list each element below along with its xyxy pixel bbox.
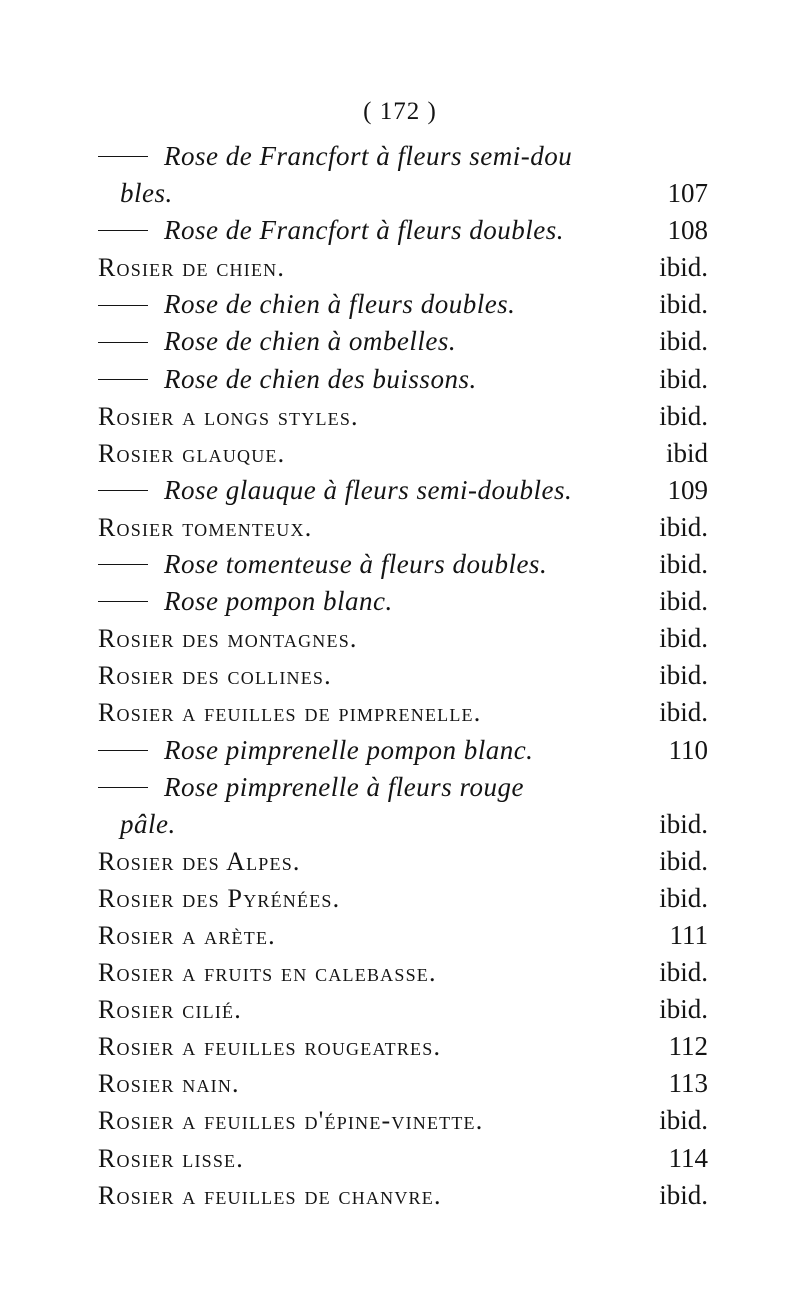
entry-text [98,398,359,435]
entry-page: ibid. [659,882,708,913]
entry-label: Rosier des montagnes. [98,624,358,654]
dash-rule [98,156,148,157]
entry-text [120,175,173,212]
entry-label: Rosier nain. [98,1069,240,1099]
index-entry [98,1177,708,1214]
entry-label: Rosier des Alpes. [98,846,301,876]
entry-label: Rosier a feuilles d'épine-vinette. [98,1106,484,1136]
entry-label: Rose de chien à fleurs doubles. [164,289,516,320]
entry-label: Rose glauque à fleurs semi-doubles. [164,474,573,505]
entry-page: ibid. [659,289,708,320]
entry-text [98,509,312,546]
dash-rule [98,490,148,491]
entry-text [98,843,301,880]
entry-page: 111 [669,919,708,950]
entry-text [98,620,358,657]
entry-text [98,286,515,323]
page-number: ( 172 ) [363,98,437,125]
index-entry [98,769,708,806]
entry-label: Rose de Francfort à fleurs doubles. [164,215,564,246]
index-entry [98,991,708,1028]
entry-page: ibid. [659,252,708,283]
entry-text [98,212,564,249]
entry-page: ibid. [659,363,708,394]
entry-text [98,249,285,286]
entry-label: Rosier des Pyrénées. [98,883,341,913]
entry-label: Rosier a feuilles de pimprenelle. [98,698,482,728]
entry-page: ibid. [659,549,708,580]
entry-text [98,880,340,917]
index-entry [98,509,708,546]
index-entry [98,880,708,917]
entry-page: ibid. [659,326,708,357]
index-entry [98,917,708,954]
entry-text [98,472,572,509]
entry-text [98,1140,244,1177]
entry-label: pâle. [120,808,176,839]
index-entry [98,1102,708,1139]
entry-label: Rosier des collines. [98,661,332,691]
entry-page: 110 [668,734,708,765]
index-entry [98,249,708,286]
entry-page: ibid. [659,994,708,1025]
dash-rule [98,379,148,380]
entry-page: ibid. [659,845,708,876]
entry-text [98,769,524,806]
entry-text [98,583,393,620]
index-entry [98,694,708,731]
index-entry [98,1140,708,1177]
entry-page: ibid. [659,697,708,728]
entry-label: Rose pimprenelle à fleurs rouge [164,771,524,802]
entry-page: 109 [667,474,708,505]
index-entry [98,732,708,769]
entry-text [98,1028,441,1065]
entry-page: ibid. [659,808,708,839]
index-entry [98,472,708,509]
entry-page: 107 [667,178,708,209]
entry-label: Rosier a longs styles. [98,401,359,431]
entry-text [98,991,242,1028]
entry-label: Rose tomenteuse à fleurs doubles. [164,549,548,580]
entry-text [98,435,285,472]
entry-text [98,546,547,583]
dash-rule [98,750,148,751]
entry-page: 112 [668,1031,708,1062]
entry-label: Rose de Francfort à fleurs semi-dou [164,141,573,171]
entry-label: Rose de chien à ombelles. [164,326,457,357]
entry-label: Rosier a feuilles de chanvre. [98,1180,442,1210]
index-entry [98,843,708,880]
entry-page: 108 [667,215,708,246]
index-entry [98,806,708,843]
dash-rule [98,564,148,565]
entry-label: Rosier a fruits en calebasse. [98,958,437,988]
entry-page: ibid. [659,957,708,988]
entry-label: Rosier a feuilles rougeatres. [98,1032,442,1062]
dash-rule [98,305,148,306]
index-entry [98,212,708,249]
index-entry [98,286,708,323]
entry-page: ibid. [659,660,708,691]
entry-page: ibid. [659,1179,708,1210]
entry-text [98,694,481,731]
entry-text [98,1177,442,1214]
index-entry [98,583,708,620]
entry-label: Rosier glauque. [98,438,286,468]
entry-label: Rose de chien des buissons. [164,363,477,394]
entry-label: Rosier lisse. [98,1143,244,1173]
entry-page: ibid. [659,400,708,431]
entry-page: ibid. [659,623,708,654]
entry-label: Rosier tomenteux. [98,512,313,542]
index-entry [98,954,708,991]
entry-label: Rosier a arète. [98,920,276,950]
entry-page: ibid. [659,511,708,542]
index-entry [98,657,708,694]
entry-page: 114 [668,1142,708,1173]
index-entry [98,1065,708,1102]
entry-text [98,1102,483,1139]
entry-text [120,806,176,843]
entry-text [98,954,437,991]
entry-text [98,1065,240,1102]
dash-rule [98,342,148,343]
index-entry [98,175,708,212]
entry-page: ibid [665,437,708,468]
index-entry [98,546,708,583]
index-list [98,138,708,1214]
entry-text [98,138,572,175]
entry-text [98,361,477,398]
index-entry [98,138,708,175]
entry-label: Rose pimprenelle pompon blanc. [164,734,534,765]
index-entry [98,398,708,435]
entry-label: Rosier de chien. [98,253,286,283]
entry-label: bles. [120,178,173,209]
index-entry [98,620,708,657]
index-entry [98,323,708,360]
entry-text [98,732,533,769]
dash-rule [98,601,148,602]
index-entry [98,435,708,472]
entry-page: ibid. [659,586,708,617]
dash-rule [98,787,148,788]
dash-rule [98,230,148,231]
index-entry [98,361,708,398]
entry-page: 113 [668,1068,708,1099]
entry-text [98,657,332,694]
entry-text [98,917,276,954]
entry-text [98,323,456,360]
index-entry [98,1028,708,1065]
entry-label: Rose pompon blanc. [164,586,393,617]
entry-page: ibid. [659,1105,708,1136]
entry-label: Rosier cilié. [98,995,242,1025]
